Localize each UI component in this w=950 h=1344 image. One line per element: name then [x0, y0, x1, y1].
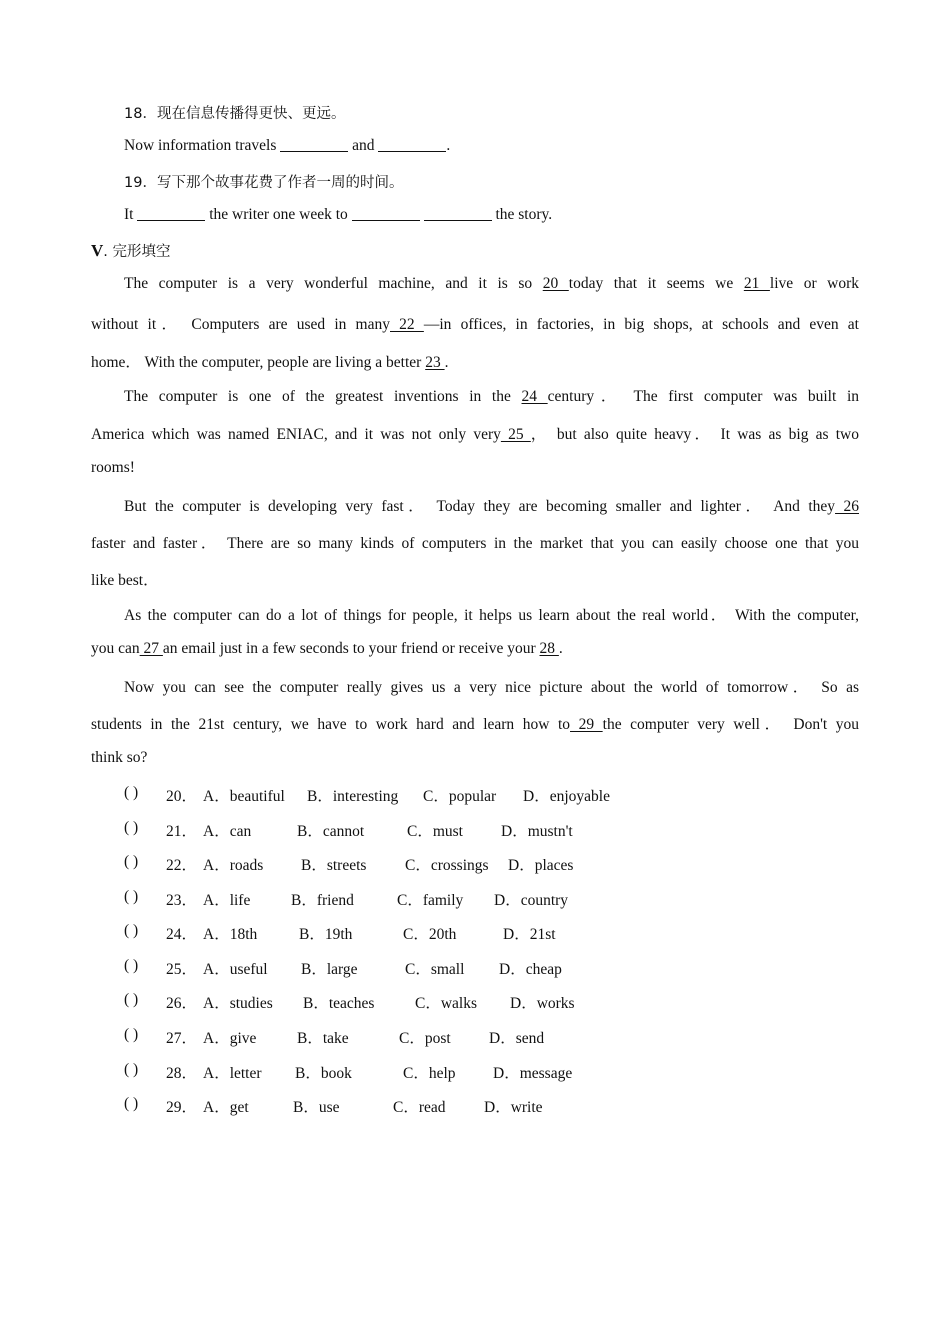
p1-text: home． With the computer, people are living a better — [91, 354, 422, 371]
option-d[interactable]: D．mustn't — [501, 823, 573, 840]
answer-paren[interactable]: ( ) — [124, 957, 139, 974]
option-d[interactable]: D．21st — [503, 926, 556, 943]
p5-line-3: think so? — [91, 749, 148, 766]
option-d[interactable]: D．send — [489, 1030, 545, 1047]
q19-chinese: 19．写下那个故事花费了作者一周的时间。 — [124, 175, 404, 191]
option-c[interactable]: C．help — [403, 1065, 456, 1082]
option-d[interactable]: D．message — [493, 1065, 573, 1082]
q19-blank-1[interactable] — [137, 206, 205, 221]
option-b[interactable]: B．19th — [299, 926, 353, 943]
q18-blank-2[interactable] — [378, 137, 446, 152]
answer-paren[interactable]: ( ) — [124, 1061, 139, 1078]
q18-english: Now information travels and . — [124, 137, 451, 154]
option-c[interactable]: C．must — [407, 823, 463, 840]
p1-text: —in offices, in factories, in big shops, at schools and even at — [423, 316, 859, 333]
q19-blank-3[interactable] — [424, 206, 492, 221]
blank-21[interactable]: 21 — [743, 275, 770, 292]
question-number: 27． — [166, 1030, 198, 1047]
p2-text: ， but also quite heavy． It was as big as two — [530, 426, 860, 443]
option-c[interactable]: C．walks — [415, 995, 478, 1012]
option-c[interactable]: C．popular — [423, 788, 497, 805]
option-a[interactable]: A．life — [203, 892, 251, 909]
option-a[interactable]: A．get — [203, 1099, 249, 1116]
option-b[interactable]: B．cannot — [297, 823, 365, 840]
p4-text: you can — [91, 640, 140, 657]
answer-paren[interactable]: ( ) — [124, 1095, 139, 1112]
q19-english — [124, 206, 552, 224]
q18-chinese: 18．现在信息传播得更快、更远。 — [124, 106, 346, 122]
option-d[interactable]: D．places — [508, 857, 574, 874]
p2-text: century． The first computer was built in — [547, 388, 860, 405]
section-title: . 完形填空 — [103, 244, 171, 260]
blank-25[interactable]: 25 — [500, 426, 531, 443]
option-a[interactable]: A．useful — [203, 961, 268, 978]
p1-text: today that it seems we — [568, 275, 734, 292]
option-d[interactable]: D．cheap — [499, 961, 562, 978]
blank-28[interactable]: 28 — [539, 640, 559, 657]
answer-paren[interactable]: ( ) — [124, 991, 139, 1008]
answer-paren[interactable]: ( ) — [124, 853, 139, 870]
question-number: 28． — [166, 1065, 198, 1082]
option-c[interactable]: C．crossings — [405, 857, 489, 874]
section-heading — [91, 240, 171, 261]
blank-22[interactable]: 22 — [390, 316, 424, 333]
section-numeral: V — [91, 241, 104, 260]
blank-20[interactable]: 20 — [542, 275, 569, 292]
p5-line-2 — [91, 712, 859, 734]
p2-text: The computer is one of the greatest inventions in the — [124, 388, 511, 405]
p4-line-2 — [91, 640, 563, 658]
question-number: 24． — [166, 926, 198, 943]
option-c[interactable]: C．small — [405, 961, 465, 978]
option-c[interactable]: C．read — [393, 1099, 446, 1116]
option-a[interactable]: A．18th — [203, 926, 258, 943]
blank-24[interactable]: 24 — [521, 388, 548, 405]
q18-blank-1[interactable] — [280, 137, 348, 152]
answer-paren[interactable]: ( ) — [124, 784, 139, 801]
option-c[interactable]: C．family — [397, 892, 464, 909]
p4-text: an email just in a few seconds to your friend or receive your — [162, 640, 536, 657]
answer-paren[interactable]: ( ) — [124, 819, 139, 836]
question-number: 22． — [166, 857, 198, 874]
option-b[interactable]: B．teaches — [303, 995, 375, 1012]
p4-text: . — [558, 640, 563, 657]
option-b[interactable]: B．streets — [301, 857, 367, 874]
option-a[interactable]: A．give — [203, 1030, 257, 1047]
option-d[interactable]: D．enjoyable — [523, 788, 610, 805]
option-d[interactable]: D．country — [494, 892, 569, 909]
p2-line-2 — [91, 422, 859, 444]
question-number: 25． — [166, 961, 198, 978]
p1-line-3 — [91, 350, 448, 372]
question-number: 20． — [166, 788, 198, 805]
q19-text-c: the story. — [495, 206, 553, 223]
option-a[interactable]: A．can — [203, 823, 252, 840]
q18-text-a: Now information travels — [124, 137, 277, 154]
p1-text: live or work — [769, 275, 860, 292]
p2-line-1 — [124, 384, 859, 406]
blank-29[interactable]: 29 — [570, 716, 603, 733]
option-d[interactable]: D．write — [484, 1099, 543, 1116]
p1-text: without it． Computers are used in many — [91, 316, 390, 333]
option-c[interactable]: C．post — [399, 1030, 451, 1047]
answer-paren[interactable]: ( ) — [124, 1026, 139, 1043]
option-a[interactable]: A．beautiful — [203, 788, 285, 805]
p3-line-3: like best． — [91, 572, 159, 589]
p3-line-2: faster and faster． There are so many kinds of computers in the market that you can easily choose one that you — [91, 535, 859, 552]
p1-line-1 — [124, 275, 859, 293]
p1-line-2 — [91, 312, 859, 334]
blank-23[interactable]: 23 — [425, 354, 445, 371]
q19-text-a: It — [124, 206, 134, 223]
option-c[interactable]: C．20th — [403, 926, 457, 943]
p1-text: . — [444, 354, 449, 371]
p1-text: The computer is a very wonderful machine, and it is so — [124, 275, 533, 292]
p5-text: the computer very well． Don't you — [602, 716, 859, 733]
option-b[interactable]: B．book — [295, 1065, 352, 1082]
option-a[interactable]: A．letter — [203, 1065, 262, 1082]
p5-line-1: Now you can see the computer really gives us a very nice picture about the world of tomorrow． So as — [124, 679, 859, 696]
blank-27[interactable]: 27 — [139, 640, 163, 657]
option-b[interactable]: B．large — [301, 961, 358, 978]
p4-line-1: As the computer can do a lot of things for people, it helps us learn about the real world． With the computer, — [124, 607, 859, 624]
q19-blank-2[interactable] — [352, 206, 420, 221]
p3-text: But the computer is developing very fast． Today they are becoming smaller and lighter． And they — [124, 498, 836, 515]
question-number: 23． — [166, 892, 198, 909]
question-number: 21． — [166, 823, 198, 840]
option-b[interactable]: B．friend — [291, 892, 354, 909]
blank-26[interactable]: 26 — [835, 498, 859, 515]
p2-line-3: rooms! — [91, 459, 135, 476]
p3-line-1 — [124, 494, 859, 516]
p2-text: America which was named ENIAC, and it was not only very — [91, 426, 501, 443]
option-b[interactable]: B．use — [293, 1099, 340, 1116]
answer-paren[interactable]: ( ) — [124, 922, 139, 939]
q18-text-b: and — [352, 137, 375, 154]
question-number: 26． — [166, 995, 198, 1012]
question-number: 29． — [166, 1099, 198, 1116]
option-a[interactable]: A．roads — [203, 857, 264, 874]
answer-paren[interactable]: ( ) — [124, 888, 139, 905]
p5-text: students in the 21st century, we have to work hard and learn how to — [91, 716, 571, 733]
option-b[interactable]: B．take — [297, 1030, 349, 1047]
option-b[interactable]: B．interesting — [307, 788, 399, 805]
option-d[interactable]: D．works — [510, 995, 575, 1012]
q19-text-b: the writer one week to — [209, 206, 348, 223]
option-a[interactable]: A．studies — [203, 995, 273, 1012]
